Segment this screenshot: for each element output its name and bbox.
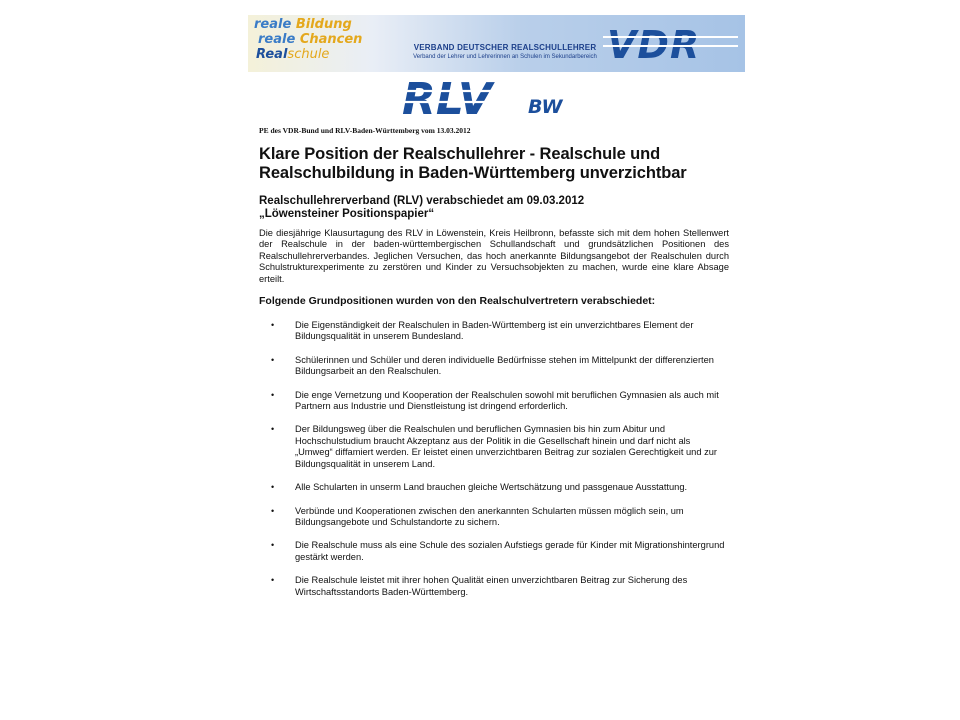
list-item bbox=[259, 424, 729, 470]
header-banner bbox=[248, 15, 745, 72]
press-release bbox=[259, 126, 729, 610]
bullet-icon: • bbox=[271, 389, 275, 400]
bullet-icon: • bbox=[271, 575, 275, 586]
intro-paragraph: Die diesjährige Klausurtagung des RLV in Löwenstein, Kreis Heilbronn, befasste sich mit dem hohen Stellenwert der Realschule in der baden-württembergischen Schullandschaft und grundsätzlichen Positionen des Realschullehrerverbandes. Jeglichen Versuchen, das hoch anerkannte Bildungsangebot der Realschulen durch Schulstrukturexperimente zu zerstören und Kinder zu Versuchsobjekten zu machen, wurde eine klare Absage erteilt. bbox=[259, 228, 729, 284]
logo-word: Real bbox=[256, 47, 288, 62]
svg-text:BW: BW bbox=[528, 96, 563, 118]
bullet-icon: • bbox=[271, 482, 275, 493]
logo-word: reale bbox=[258, 32, 296, 47]
list-item bbox=[259, 575, 729, 598]
bullet-icon: • bbox=[271, 320, 275, 331]
list-item bbox=[259, 355, 729, 378]
logo-word: reale bbox=[254, 17, 292, 32]
rlv-bw-logo bbox=[400, 76, 570, 118]
vdr-association-name bbox=[370, 43, 640, 60]
position-text: Schülerinnen und Schüler und deren individuelle Bedürfnisse stehen im Mittelpunkt der differenzierten Bildungsarbeit an den Realschulen. bbox=[295, 354, 714, 377]
position-text: Die Realschule leistet mit ihrer hohen Qualität einen unverzichtbaren Beitrag zur Sicherung des Wirtschaftsstandorts Baden-Württemberg. bbox=[295, 575, 688, 597]
vdr-title: VERBAND DEUTSCHER REALSCHULLEHRER bbox=[413, 43, 597, 52]
position-text: Die Realschule muss als eine Schule des sozialen Aufstiegs gerade für Kinder mit Migrationshintergrund gestärkt werden. bbox=[295, 540, 725, 562]
bullet-icon: • bbox=[271, 354, 275, 365]
position-text: Verbünde und Kooperationen zwischen den anerkannten Schularten müssen möglich sein, um Bildungsangebote und Schulstandorte zu sichern. bbox=[295, 505, 684, 527]
list-item bbox=[259, 540, 729, 563]
subtitle-line: „Löwensteiner Positionspapier“ bbox=[259, 208, 435, 220]
vdr-subtitle: Verband der Lehrer und Lehrerinnen an Schulen im Sekundarbereich bbox=[413, 54, 597, 60]
reale-bildung-logo bbox=[254, 17, 364, 70]
svg-text:RLV: RLV bbox=[402, 76, 492, 118]
position-text: Der Bildungsweg über die Realschulen und beruflichen Gymnasien bis hin zum Abitur und Hochschulstudium braucht Akzeptanz aus der Politik in die Gesellschaft hinein und darf nicht als „Umweg“ diffamiert werden. Er leistet einen unverzichtbaren Beitrag zur sozialen Gerechtigkeit und zur Bildungsqualität in unserem Land. bbox=[295, 424, 718, 469]
position-text: Die enge Vernetzung und Kooperation der Realschulen sowohl mit beruflichen Gymnasien als auch mit Partnern aus Industrie und Dienstleistung ist dringend erforderlich. bbox=[295, 389, 719, 412]
positions-lead: Folgende Grundpositionen wurden von den Realschulvertretern verabschiedet: bbox=[259, 295, 656, 308]
list-item bbox=[259, 482, 729, 493]
document-title: Klare Position der Realschullehrer - Realschule und Realschulbildung in Baden-Württemberg unverzichtbar bbox=[259, 145, 687, 182]
logo-word: Bildung bbox=[295, 17, 352, 32]
press-release-reference: PE des VDR-Bund und RLV-Baden-Württemberg vom 13.03.2012 bbox=[259, 126, 471, 135]
svg-text:VDR: VDR bbox=[607, 24, 701, 64]
bullet-icon: • bbox=[271, 424, 275, 435]
vdr-logo bbox=[603, 24, 738, 64]
bullet-icon: • bbox=[271, 505, 275, 516]
list-item bbox=[259, 320, 729, 343]
subtitle-line: Realschullehrerverband (RLV) verabschiedet am 09.03.2012 bbox=[259, 195, 585, 207]
bullet-icon: • bbox=[271, 540, 275, 551]
logo-word: Chancen bbox=[299, 32, 363, 47]
list-item bbox=[259, 390, 729, 413]
document-subtitle bbox=[259, 195, 729, 221]
position-text: Alle Schularten in unserm Land brauchen gleiche Wertschätzung und passgenaue Ausstattung. bbox=[295, 482, 688, 493]
logo-word: schule bbox=[287, 47, 330, 62]
positions-list bbox=[259, 320, 729, 598]
list-item bbox=[259, 506, 729, 529]
position-text: Die Eigenständigkeit der Realschulen in Baden-Württemberg ist ein unverzichtbares Element der Bildungsqualität in unserem Bundesland. bbox=[295, 320, 694, 342]
